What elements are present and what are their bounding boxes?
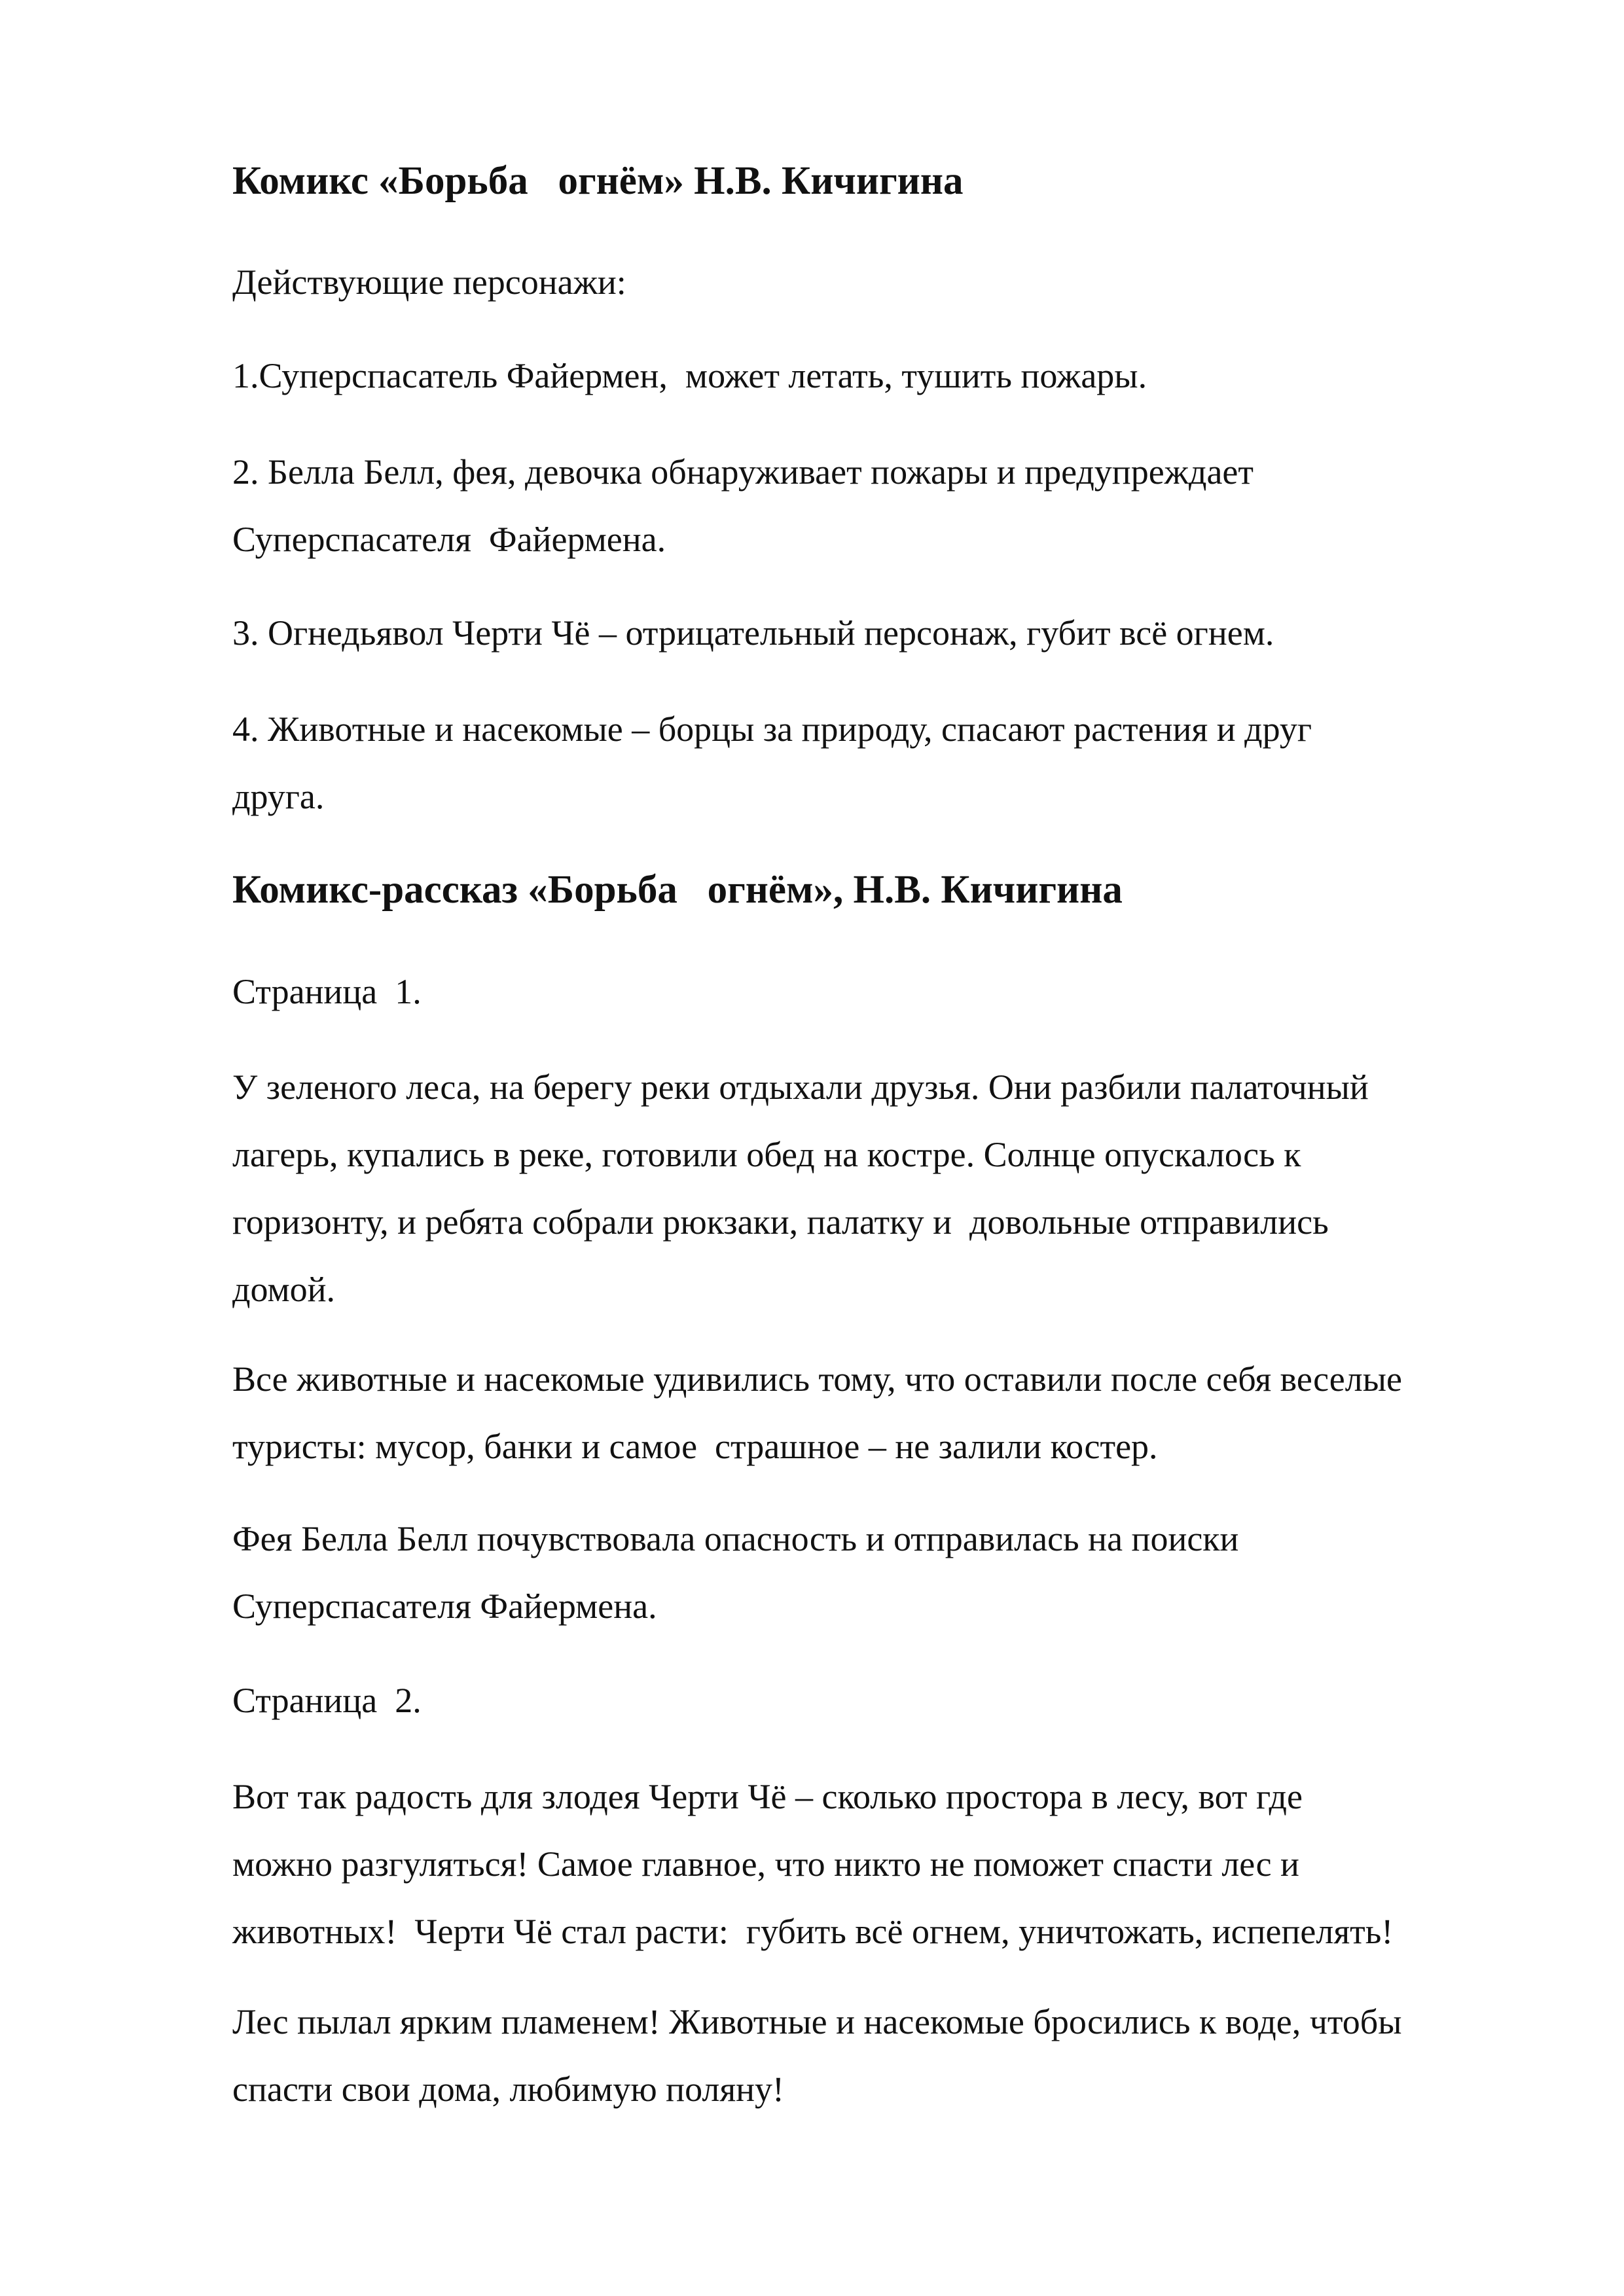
comic-title: Комикс «Борьба огнём» Н.В. Кичигина xyxy=(232,159,964,203)
story-paragraph: Все животные и насекомые удивились тому, что оставили после себя веселые туристы: мусор, банки и самое страшное – не залили костер. xyxy=(232,1359,1402,1466)
story-paragraph: Фея Белла Белл почувствовала опасность и отправилась на поиски Суперспасателя Файермена. xyxy=(232,1519,1239,1626)
characters-intro: Действующие персонажи: xyxy=(232,262,626,302)
character-item-animals: 4. Животные и насекомые – борцы за природу, спасают растения и друг друга. xyxy=(232,709,1312,816)
character-item-bella-bell: 2. Белла Белл, фея, девочка обнаруживает пожары и предупреждает Суперспасателя Файермена. xyxy=(232,452,1254,559)
character-item-firemen: 1.Суперспасатель Файермен, может летать, тушить пожары. xyxy=(232,356,1147,395)
story-paragraph: Вот так радость для злодея Черти Чё – сколько простора в лесу, вот где можно разгуляться! Самое главное, что никто не поможет спасти лес и животных! Черти Чё стал расти: губить всё огнем, уничтожать, испепелять! xyxy=(232,1777,1394,1951)
story-paragraph: У зеленого леса, на берегу реки отдыхали друзья. Они разбили палаточный лагерь, купались в реке, готовили обед на костре. Солнце опускалось к горизонту, и ребята собрали рюкзаки, палатку и довольные отправились домой. xyxy=(232,1067,1369,1309)
page-2-label: Страница 2. xyxy=(232,1681,422,1720)
page-1-label: Страница 1. xyxy=(232,972,422,1011)
character-item-cherti-che: 3. Огнедьявол Черти Чё – отрицательный персонаж, губит всё огнем. xyxy=(232,613,1274,653)
story-title: Комикс-рассказ «Борьба огнём», Н.В. Кичигина xyxy=(232,868,1123,912)
story-paragraph: Лес пылал ярким пламенем! Животные и насекомые бросились к воде, чтобы спасти свои дома, любимую поляну! xyxy=(232,2002,1402,2109)
